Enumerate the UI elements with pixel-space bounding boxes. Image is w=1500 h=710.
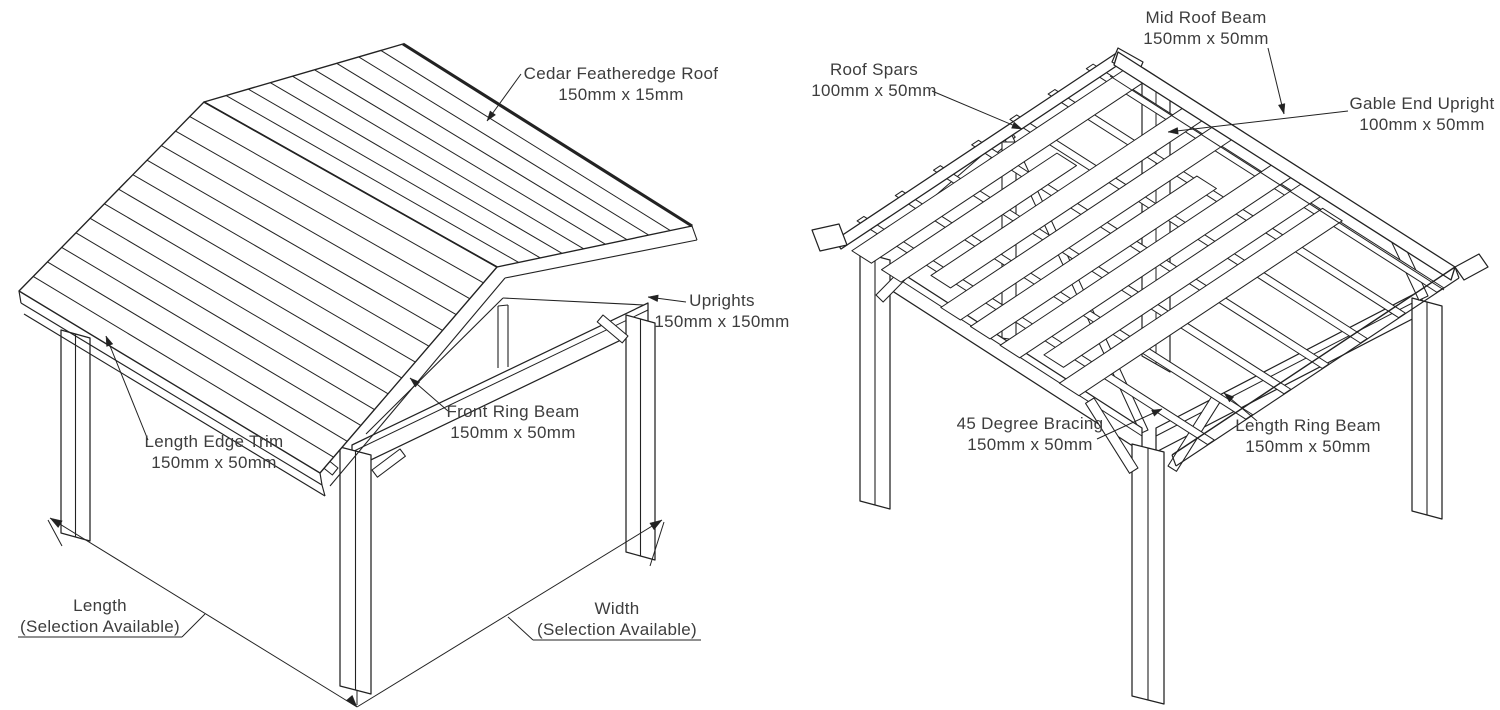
label-line: 150mm x 50mm <box>1143 29 1269 48</box>
label-45-degree-bracing <box>957 414 1104 454</box>
label-line: 150mm x 150mm <box>654 312 790 331</box>
label-line: (Selection Available) <box>536 620 698 639</box>
label-front-ring-beam <box>447 402 580 442</box>
label-length-ring-beam <box>1235 416 1381 456</box>
label-width-dimension <box>537 599 697 639</box>
label-line: 150mm x 50mm <box>450 423 576 442</box>
label-line: Roof Spars <box>829 60 919 79</box>
label-line: Width <box>594 599 640 618</box>
label-length-dimension <box>20 596 180 636</box>
label-line: 150mm x 50mm <box>1245 437 1371 456</box>
label-line: 100mm x 50mm <box>811 81 937 100</box>
label-roof-spars <box>811 60 936 100</box>
label-line: Cedar Featheredge Roof <box>523 64 719 83</box>
label-line: 150mm x 50mm <box>967 435 1093 454</box>
label-uprights <box>654 291 789 331</box>
label-length-edge-trim <box>145 432 284 472</box>
label-mid-roof-beam <box>1143 8 1268 48</box>
label-line: (Selection Available) <box>19 617 181 636</box>
label-gable-end-upright <box>1350 94 1495 134</box>
label-line: 150mm x 15mm <box>558 85 684 104</box>
label-line: 45 Degree Bracing <box>956 414 1104 433</box>
label-line: Length Ring Beam <box>1235 416 1381 435</box>
label-line: Length Edge Trim <box>144 432 284 451</box>
frame-gazebo-drawing <box>812 48 1488 704</box>
label-line: Gable End Upright <box>1349 94 1495 113</box>
label-line: Mid Roof Beam <box>1145 8 1267 27</box>
label-line: Length <box>73 596 127 615</box>
label-line: 100mm x 50mm <box>1359 115 1485 134</box>
label-line: Front Ring Beam <box>446 402 580 421</box>
label-line: Uprights <box>689 291 755 310</box>
label-line: 150mm x 50mm <box>151 453 277 472</box>
label-cedar-featheredge-roof <box>524 64 719 104</box>
